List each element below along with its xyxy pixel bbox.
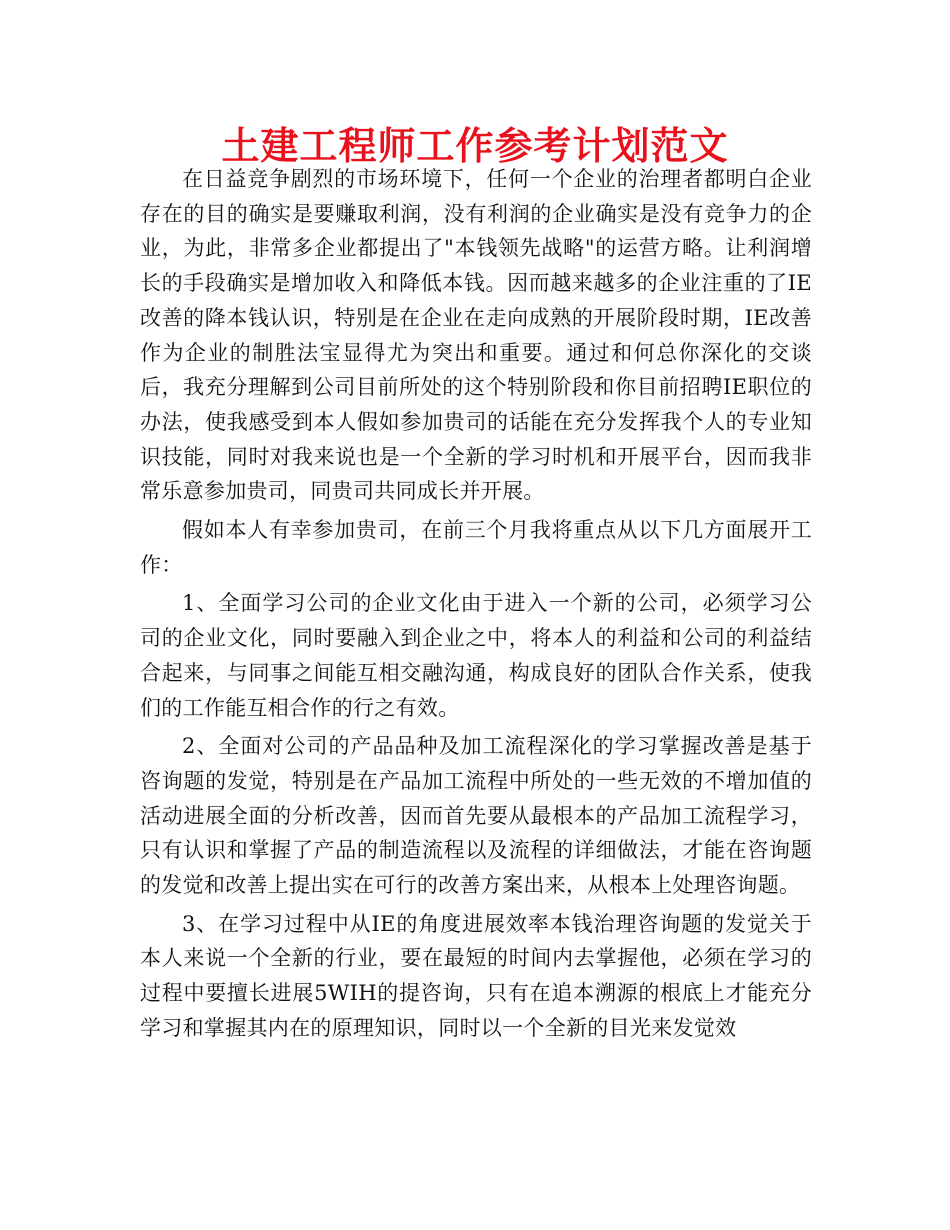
paragraph-plan-intro: 假如本人有幸参加贵司，在前三个月我将重点从以下几方面展开工作：	[140, 518, 812, 577]
paragraph-item-1: 1、全面学习公司的企业文化由于进入一个新的公司，必须学习公司的企业文化，同时要融入到企业之中，将本人的利益和公司的利益结合起来，与同事之间能互相交融沟通，构成良好的团队合作关系，使我们的工作能互相合作的行之有效。	[140, 591, 812, 720]
paragraph-item-3: 3、在学习过程中从IE的角度进展效率本钱治理咨询题的发觉关于本人来说一个全新的行业，要在最短的时间内去掌握他，必须在学习的过程中要擅长进展5WIH的提咨询，只有在追本溯源的根底上才能充分学习和掌握其内在的原理知识，同时以一个全新的目光来发觉效	[140, 911, 812, 1040]
document-title: 土建工程师工作参考计划范文	[221, 124, 729, 168]
paragraph-intro: 在日益竞争剧烈的市场环境下，任何一个企业的治理者都明白企业存在的目的确实是要赚取利润，没有利润的企业确实是没有竞争力的企业，为此，非常多企业都提出了"本钱领先战略"的运营方略。让利润增长的手段确实是增加收入和降低本钱。因而越来越多的企业注重的了IE改善的降本钱认识，特别是在企业在走向成熟的开展阶段时期，IE改善作为企业的制胜法宝显得尤为突出和重要。通过和何总你深化的交谈后，我充分理解到公司目前所处的这个特别阶段和你目前招聘IE职位的办法，使我感受到本人假如参加贵司的话能在充分发挥我个人的专业知识技能，同时对我来说也是一个全新的学习时机和开展平台，因而我非常乐意参加贵司，同贵司共同成长并开展。	[140, 167, 812, 504]
document-body	[140, 162, 812, 1050]
paragraph-item-2: 2、全面对公司的产品品种及加工流程深化的学习掌握改善是基于咨询题的发觉，特别是在产品加工流程中所处的一些无效的不增加值的活动进展全面的分析改善，因而首先要从最根本的产品加工流程学习，只有认识和掌握了产品的制造流程以及流程的详细做法，才能在咨询题的发觉和改善上提出实在可行的改善方案出来，从根本上处理咨询题。	[140, 734, 812, 898]
